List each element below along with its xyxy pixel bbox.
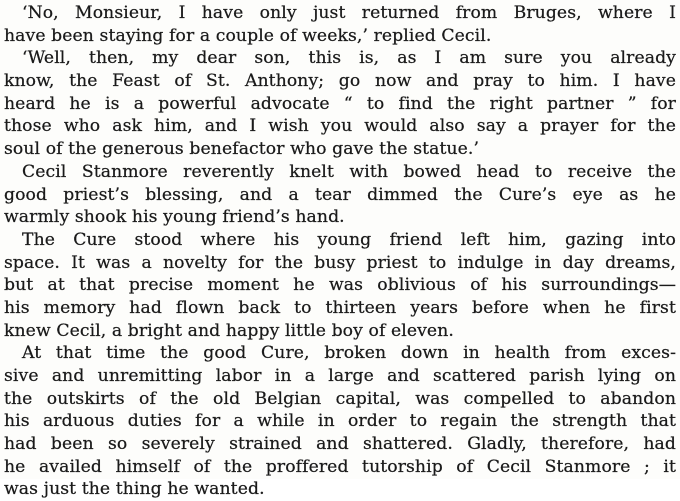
text-line: his memory had flown back to thirteen years before when he first xyxy=(4,297,676,318)
text-line: ‘No, Monsieur, I have only just returned from Bruges, where I xyxy=(22,3,676,23)
text-line: sive and unremitting labor in a large and scattered parish lying on xyxy=(4,366,676,386)
text-line: soul of the generous benefactor who gave the statue.’ xyxy=(4,139,480,160)
text-line: he availed himself of the proffered tutorship of Cecil Stanmore ; it xyxy=(4,456,676,477)
text-line: know, the Feast of St. Anthony; go now and pray to him. I have xyxy=(4,71,676,92)
article-column xyxy=(4,2,676,501)
text-line: At that time the good Cure, broken down in health from exces- xyxy=(22,343,676,364)
text-line: The Cure stood where his young friend left him, gazing into xyxy=(22,229,676,250)
text-line: his arduous duties for a while in order to regain the strength that xyxy=(4,411,676,432)
text-line: had been so severely strained and shattered. Gladly, therefore, had xyxy=(4,434,676,455)
text-line: good priest’s blessing, and a tear dimmed the Cure’s eye as he xyxy=(4,184,676,205)
text-line: was just the thing he wanted. xyxy=(4,479,265,500)
text-line: knew Cecil, a bright and happy little boy of eleven. xyxy=(4,320,454,341)
text-line: but at that precise moment he was oblivious of his surroundings— xyxy=(4,275,676,296)
text-line: those who ask him, and I wish you would also say a prayer for the xyxy=(4,116,676,137)
text-line: warmly shook his young friend’s hand. xyxy=(4,207,345,228)
text-line: space. It was a novelty for the busy priest to indulge in day dreams, xyxy=(4,252,676,273)
text-line: ‘Well, then, my dear son, this is, as I am sure you already xyxy=(22,48,676,69)
text-line: heard he is a powerful advocate “ to find the right partner ” for xyxy=(4,93,676,114)
text-line: have been staying for a couple of weeks,’ replied Cecil. xyxy=(4,25,492,46)
text-line: the outskirts of the old Belgian capital, was compelled to abandon xyxy=(4,388,676,409)
text-line: Cecil Stanmore reverently knelt with bowed head to receive the xyxy=(22,161,676,182)
